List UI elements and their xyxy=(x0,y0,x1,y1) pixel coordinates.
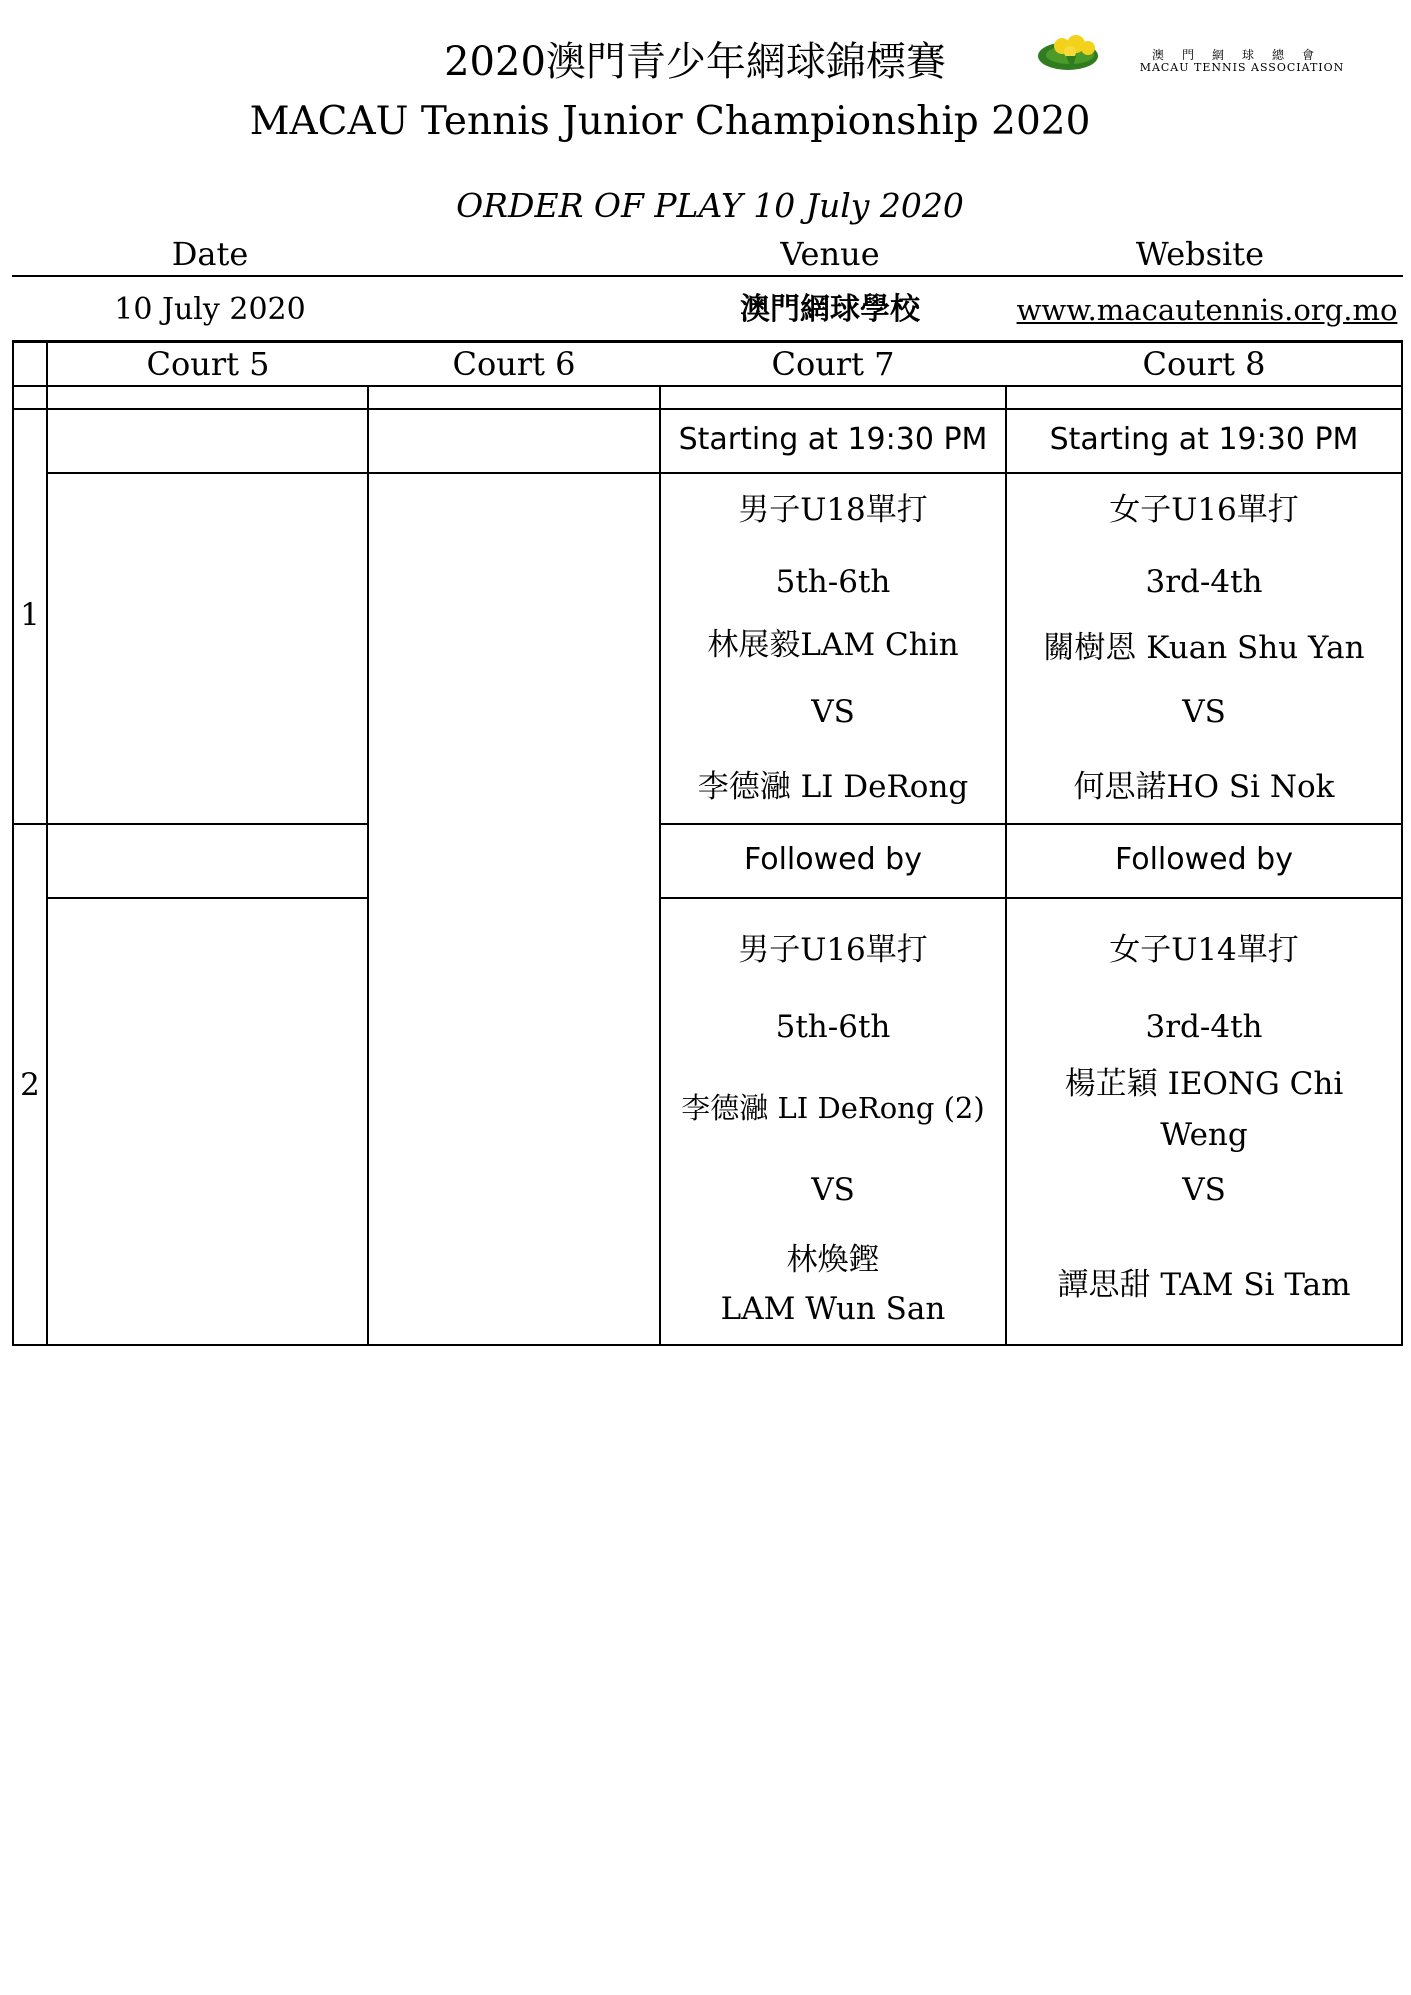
website-label: Website xyxy=(1135,235,1265,273)
court-7-round: 5th-6th xyxy=(775,564,891,600)
row-number: 1 xyxy=(20,597,40,633)
table-line xyxy=(12,408,1403,410)
court-7-player-2: 李德瀜 LI DeRong xyxy=(697,769,969,805)
title-chinese: 2020澳門青少年網球錦標賽 xyxy=(444,39,946,85)
table-line xyxy=(46,340,48,1346)
court-7-event: 男子U18單打 xyxy=(738,492,928,528)
table-line xyxy=(367,385,369,1346)
table-bottom-border xyxy=(12,1344,1403,1346)
table-line xyxy=(47,897,368,899)
table-line xyxy=(660,897,1403,899)
association-name-english: MACAU TENNIS ASSOCIATION xyxy=(1139,61,1345,74)
divider xyxy=(12,275,1403,277)
court-7-round: 5th-6th xyxy=(775,1009,891,1045)
row-number: 2 xyxy=(20,1067,40,1103)
court-8-followed-by: Followed by xyxy=(1115,842,1293,877)
venue-value: 澳門網球學校 xyxy=(740,292,920,327)
court-7-vs: VS xyxy=(811,694,855,730)
date-label: Date xyxy=(171,235,249,273)
court-8-event: 女子U14單打 xyxy=(1109,932,1299,968)
court-8-vs: VS xyxy=(1182,694,1226,730)
order-of-play-heading: ORDER OF PLAY 10 July 2020 xyxy=(456,186,964,225)
court-8-player-1-line-1: 楊芷穎 IEONG Chi xyxy=(1064,1066,1344,1102)
court-8-player-1: 關樹恩 Kuan Shu Yan xyxy=(1043,630,1365,666)
court-5-header: Court 5 xyxy=(146,345,270,383)
court-8-vs: VS xyxy=(1182,1172,1226,1208)
court-8-player-2: 何思諾HO Si Nok xyxy=(1073,769,1335,805)
court-6-header: Court 6 xyxy=(452,345,576,383)
table-left-border xyxy=(12,340,14,1346)
court-8-header: Court 8 xyxy=(1142,345,1266,383)
court-7-start-time: Starting at 19:30 PM xyxy=(678,422,988,457)
table-line xyxy=(660,823,1403,825)
court-7-followed-by: Followed by xyxy=(744,842,922,877)
court-8-event: 女子U16單打 xyxy=(1109,492,1299,528)
court-7-player-2-cn: 林煥鏗 xyxy=(786,1242,880,1278)
court-7-vs: VS xyxy=(811,1172,855,1208)
venue-label: Venue xyxy=(780,235,880,273)
court-8-round: 3rd-4th xyxy=(1145,564,1263,600)
court-7-event: 男子U16單打 xyxy=(738,932,928,968)
court-8-player-2: 譚思甜 TAM Si Tam xyxy=(1057,1267,1351,1303)
website-link[interactable]: www.macautennis.org.mo xyxy=(1016,293,1398,327)
date-value: 10 July 2020 xyxy=(114,292,306,327)
court-8-start-time: Starting at 19:30 PM xyxy=(1049,422,1359,457)
table-line xyxy=(12,385,1403,387)
court-7-header: Court 7 xyxy=(771,345,895,383)
court-8-player-1-line-2: Weng xyxy=(1160,1117,1248,1153)
title-english: MACAU Tennis Junior Championship 2020 xyxy=(249,99,1091,144)
court-7-player-2-en: LAM Wun San xyxy=(720,1291,946,1327)
court-7-player-1: 李德瀜 LI DeRong (2) xyxy=(681,1091,985,1125)
court-7-player-1: 林展毅LAM Chin xyxy=(707,627,959,663)
court-8-round: 3rd-4th xyxy=(1145,1009,1263,1045)
table-line xyxy=(12,823,368,825)
tennis-association-logo xyxy=(1036,30,1106,74)
association-name-chinese: 澳門網球總會 xyxy=(1151,48,1332,62)
table-line xyxy=(47,472,1403,474)
table-top-border xyxy=(12,340,1403,343)
